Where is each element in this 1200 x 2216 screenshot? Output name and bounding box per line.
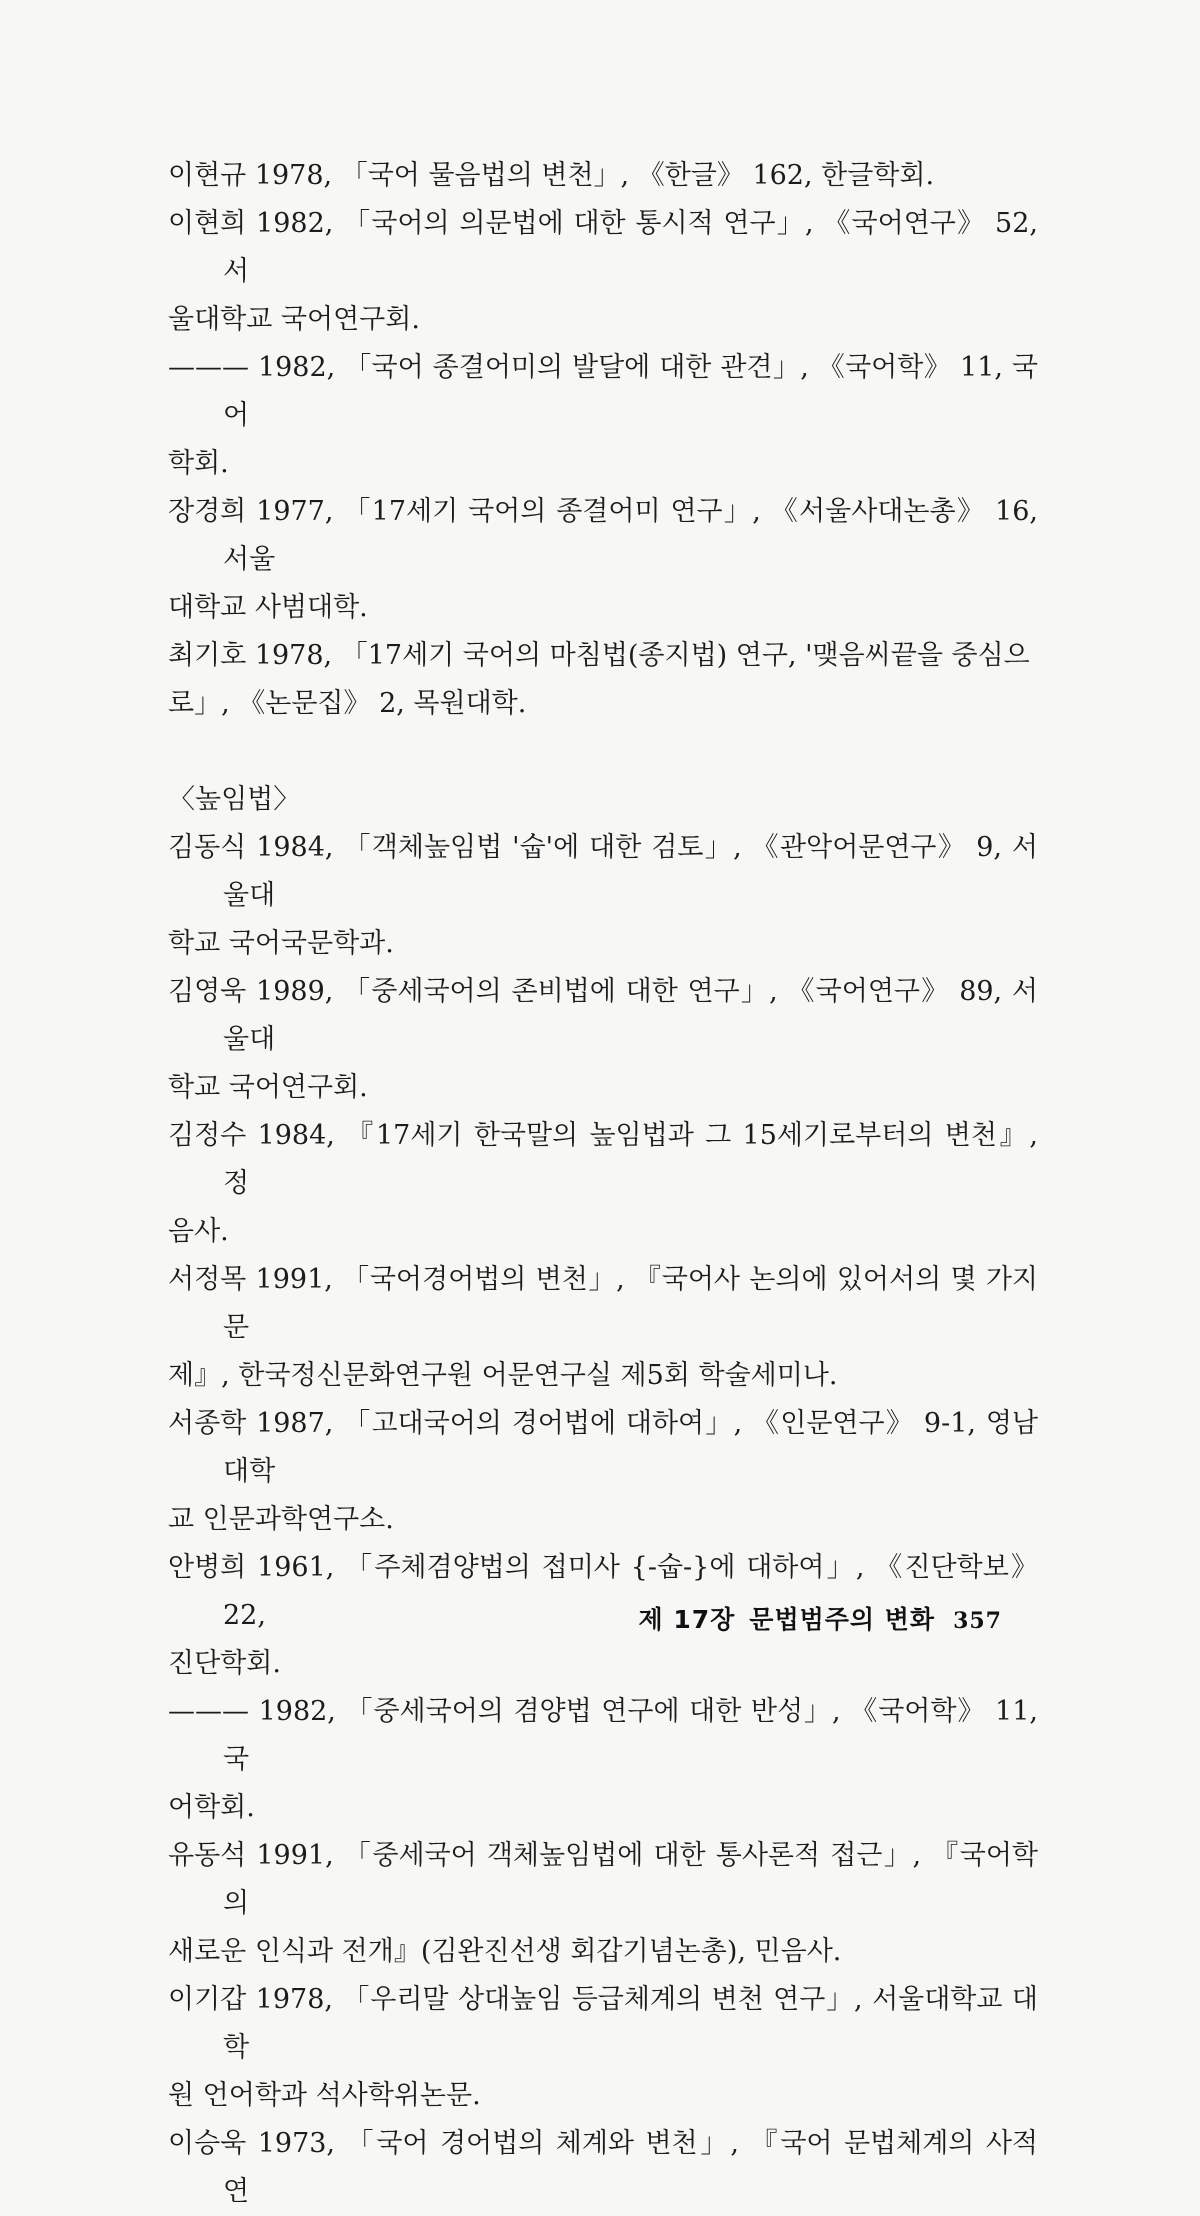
reference-entry (168, 824, 1038, 968)
reference-entry (168, 1688, 1038, 1832)
reference-list (168, 152, 1038, 2216)
reference-line-2: 새로운 인식과 전개』(김완진선생 회갑기념논총), 민음사. (168, 1936, 842, 1967)
reference-line-2: 학교 국어국문학과. (168, 928, 394, 959)
reference-entry (168, 1400, 1038, 1544)
reference-line-2: 로」, 《논문집》 2, 목원대학. (168, 688, 527, 719)
reference-entry (168, 1832, 1038, 1976)
reference-line-1: 이현희 1982, 「국어의 의문법에 대한 통시적 연구」, 《국어연구》 52, 서 (168, 208, 1038, 287)
reference-line-1: 안병희 1961, 「주체겸양법의 접미사 {-숩-}에 대하여」, 《진단학보》 22, (168, 1552, 1038, 1631)
reference-entry (168, 1256, 1038, 1400)
reference-line-1: 서종학 1987, 「고대국어의 경어법에 대하여」, 《인문연구》 9-1, 영남대학 (168, 1408, 1038, 1487)
reference-line-2: 대학교 사범대학. (168, 592, 368, 623)
reference-line-1: 김동식 1984, 「객체높임법 '숩'에 대한 검토」, 《관악어문연구》 9, 서울대 (168, 832, 1038, 911)
chapter-title: 문법범주의 변화 (749, 1605, 936, 1634)
reference-line-2: 진단학회. (168, 1648, 281, 1679)
reference-entry (168, 2120, 1038, 2216)
reference-line-1: 서정목 1991, 「국어경어법의 변천」, 『국어사 논의에 있어서의 몇 가지 문 (168, 1264, 1038, 1343)
reference-entry (168, 344, 1038, 488)
reference-entry (168, 488, 1038, 632)
reference-line-2: 학교 국어연구회. (168, 1072, 368, 1103)
reference-entry (168, 968, 1038, 1112)
reference-entry (168, 200, 1038, 344)
page-number: 357 (953, 1608, 1002, 1634)
reference-line-2: 제』, 한국정신문화연구원 어문연구실 제5회 학술세미나. (168, 1360, 838, 1391)
reference-line-1: 이기갑 1978, 「우리말 상대높임 등급체계의 변천 연구」, 서울대학교 대학 (168, 1984, 1038, 2063)
reference-line-1: 이승욱 1973, 「국어 경어법의 체계와 변천」, 『국어 문법체계의 사적 연 (168, 2128, 1038, 2207)
running-footer (639, 1600, 1003, 1636)
reference-entry (168, 1112, 1038, 1256)
reference-line-1: ——— 1982, 「중세국어의 겸양법 연구에 대한 반성」, 《국어학》 11, 국 (168, 1696, 1038, 1775)
reference-line-1: 장경희 1977, 「17세기 국어의 종결어미 연구」, 《서울사대논총》 16, 서울 (168, 496, 1038, 575)
reference-line-2: 학회. (168, 448, 229, 479)
reference-line-1: ——— 1982, 「국어 종결어미의 발달에 대한 관견」, 《국어학》 11, 국어 (168, 352, 1038, 431)
section-heading: 〈높임법〉 (168, 784, 301, 815)
reference-line-2: 원 언어학과 석사학위논문. (168, 2080, 481, 2111)
reference-entry (168, 152, 1038, 200)
reference-line-2: 울대학교 국어연구회. (168, 304, 420, 335)
reference-entry (168, 1976, 1038, 2120)
reference-line-1: 김영욱 1989, 「중세국어의 존비법에 대한 연구」, 《국어연구》 89, 서울대 (168, 976, 1038, 1055)
reference-line-1: 유동석 1991, 「중세국어 객체높임법에 대한 통사론적 접근」, 『국어학의 (168, 1840, 1038, 1919)
reference-line-1: 최기호 1978, 「17세기 국어의 마침법(종지법) 연구, '맺음씨끝을 중심으 (168, 640, 1030, 671)
chapter-label: 제 17장 (638, 1605, 736, 1634)
reference-line-2: 어학회. (168, 1792, 255, 1823)
reference-line-1: 이현규 1978, 「국어 물음법의 변천」, 《한글》 162, 한글학회. (168, 160, 935, 191)
reference-entry (168, 632, 1038, 728)
reference-line-1: 김정수 1984, 『17세기 한국말의 높임법과 그 15세기로부터의 변천』, 정 (168, 1120, 1038, 1199)
reference-line-2: 교 인문과학연구소. (168, 1504, 394, 1535)
reference-line-2: 음사. (168, 1216, 229, 1247)
